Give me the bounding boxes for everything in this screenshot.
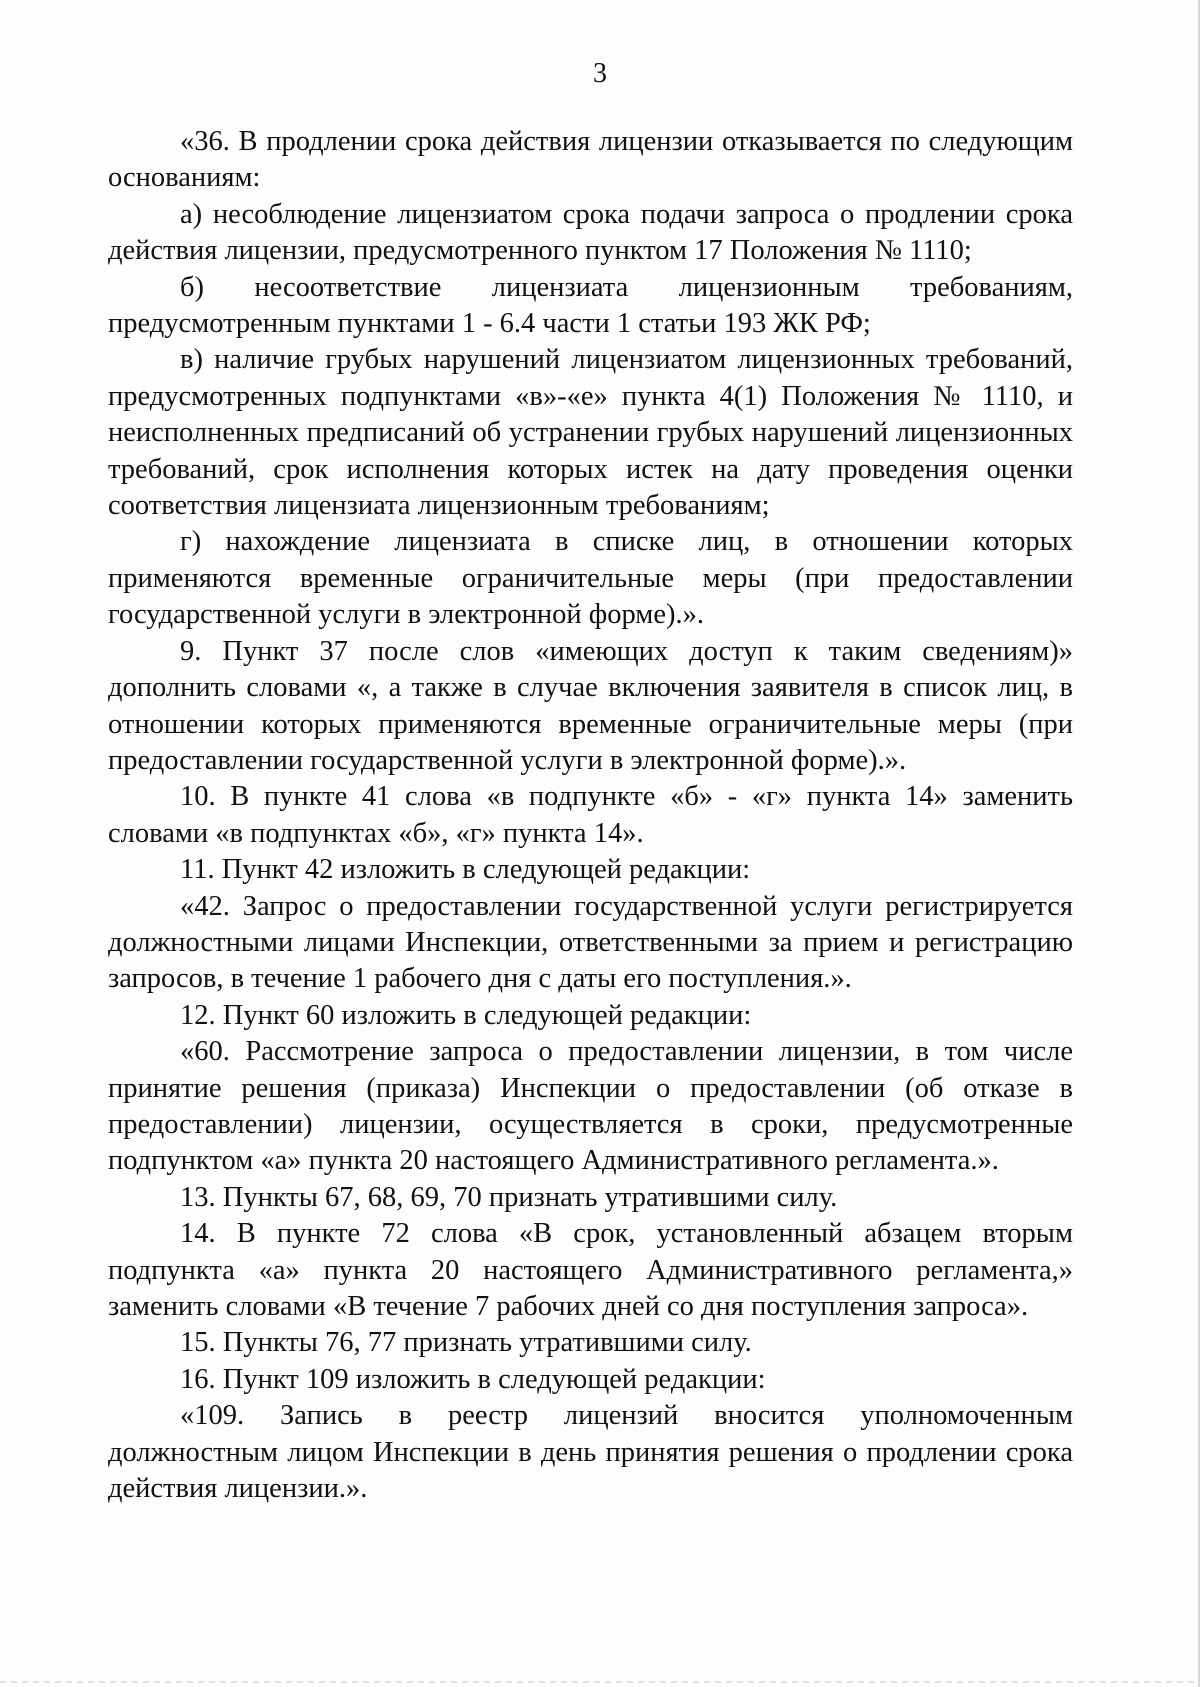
paragraph-item-11: 11. Пункт 42 изложить в следующей редакции: xyxy=(180,854,751,886)
paragraph-36-g: г) нахождение лицензиата в списке лиц, в отношении которых применяются временные ограничительные меры (при предоставлении государственной услуги в электронной форме).». xyxy=(108,526,1073,631)
paragraph-36-b: б) несоответствие лицензиата лицензионным требованиям, предусмотренным пунктами 1 - 6.4 части 1 статьи 193 ЖК РФ; xyxy=(108,271,1073,340)
paragraph-42-text: «42. Запрос о предоставлении государственной услуги регистрируется должностными лицами Инспекции, ответственными за прием и регистрацию запросов, в течение 1 рабочего дня с даты его поступления.». xyxy=(108,890,1073,995)
document-body xyxy=(108,124,1073,1507)
paragraph-item-14: 14. В пункте 72 слова «В срок, установленный абзацем вторым подпункта «а» пункта 20 настоящего Административного регламента,» заменить словами «В течение 7 рабочих дней со дня поступления запроса». xyxy=(108,1218,1073,1322)
paragraph-109-text: «109. Запись в реестр лицензий вносится уполномоченным должностным лицом Инспекции в день принятия решения о продлении срока действия лицензии.». xyxy=(108,1400,1073,1505)
paragraph-item-13: 13. Пункты 67, 68, 69, 70 признать утратившими силу. xyxy=(180,1181,838,1213)
paragraph-36-v: в) наличие грубых нарушений лицензиатом лицензионных требований, предусмотренных подпунктами «в»-«е» пункта 4(1) Положения № 1110, и неисполненных предписаний об устранении грубых нарушений лицензионных требований, срок исполнения которых истек на дату проведения оценки соответствия лицензиата лицензионным требованиям; xyxy=(108,344,1073,522)
paragraph-36-intro: «36. В продлении срока действия лицензии отказывается по следующим основаниям: xyxy=(108,126,1073,194)
paragraph-item-16: 16. Пункт 109 изложить в следующей редакции: xyxy=(180,1363,766,1395)
paragraph-36-a: а) несоблюдение лицензиатом срока подачи запроса о продлении срока действия лицензии, предусмотренного пунктом 17 Положения № 1110; xyxy=(108,198,1073,267)
paragraph-60-text: «60. Рассмотрение запроса о предоставлении лицензии, в том числе принятие решения (приказа) Инспекции о предоставлении (об отказе в предоставлении) лицензии, осуществляется в сроки, предусмотренные подпунктом «а» пункта 20 настоящего Административного регламента.». xyxy=(108,1036,1073,1177)
paragraph-item-15: 15. Пункты 76, 77 признать утратившими силу. xyxy=(180,1327,752,1359)
scan-edge-bottom xyxy=(0,1681,1200,1683)
paragraph-item-12: 12. Пункт 60 изложить в следующей редакции: xyxy=(180,999,752,1031)
paragraph-item-9: 9. Пункт 37 после слов «имеющих доступ к таким сведениям)» дополнить словами «, а также в случае включения заявителя в список лиц, в отношении которых применяются временные ограничительные меры (при предоставлении государственной услуги в электронной форме).». xyxy=(108,635,1073,776)
paragraph-item-10: 10. В пункте 41 слова «в подпункте «б» - «г» пункта 14» заменить словами «в подпунктах «б», «г» пункта 14». xyxy=(108,781,1073,849)
page-number: 3 xyxy=(593,58,607,89)
